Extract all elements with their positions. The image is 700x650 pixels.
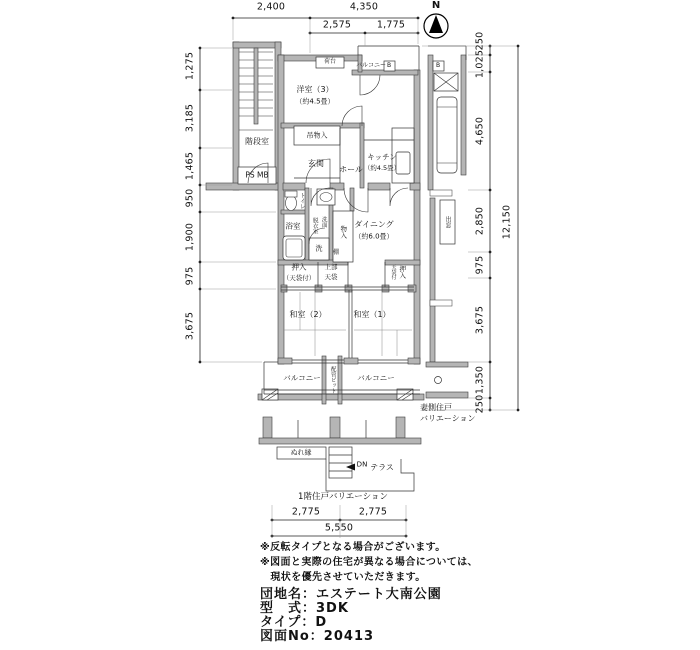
dim-bottom-1: 2,775 <box>291 506 321 518</box>
room-hall: ホール <box>339 165 363 174</box>
dim-right-8: 250 <box>474 394 486 414</box>
note-line1: ※反転タイプとなる場合がございます。 <box>260 542 446 553</box>
info-plan-type: タイプ：D <box>260 615 328 630</box>
first-floor-variation-label: 1階住戸バリエーション <box>298 491 388 502</box>
room-japanese1: 和室（1） <box>353 310 391 319</box>
dim-top-4: 1,775 <box>376 19 406 31</box>
washer-label: 洗 <box>315 244 323 253</box>
gable-variation-line2: バリエーション <box>420 414 476 423</box>
note-line3: 現状を優先させていただきます。 <box>260 572 426 583</box>
room-western3-size: （約4.5畳） <box>295 97 335 106</box>
room-stairwell: 階段室 <box>245 137 269 146</box>
info-drawing-no: 図面No：20413 <box>260 629 375 644</box>
closet-oshiire: 押入 <box>291 262 307 272</box>
dim-left-5: 1,900 <box>184 222 196 252</box>
marker-b1: B <box>386 62 392 69</box>
dim-right-total: 12,150 <box>501 204 513 240</box>
balcony-top-label: バルコニー <box>355 62 387 69</box>
dn-label: DN <box>356 460 368 469</box>
balcony-right-label: バルコニー <box>357 373 395 383</box>
room-toilet: トイレ <box>298 192 305 210</box>
room-western3: 洋室（3） <box>296 85 334 94</box>
marker-b2: B <box>435 62 441 69</box>
compass-icon <box>424 14 448 38</box>
upper-closet-2: 天袋 <box>324 272 338 281</box>
note-line2: ※図面と実際の住宅が異なる場合については、 <box>260 557 478 568</box>
dim-top-2: 4,350 <box>349 1 379 13</box>
closet-oshiire-note: （天袋付） <box>282 273 316 282</box>
dim-left-2: 3,185 <box>184 103 196 133</box>
gable-variation-line1: 妻側住戸 <box>420 403 452 412</box>
dim-left-4: 950 <box>184 188 196 208</box>
room-bath: 浴室 <box>285 221 301 231</box>
storage-label: 物入 <box>339 225 348 239</box>
room-ps-mb: PS MB <box>245 170 269 180</box>
dim-right-1: 250 <box>474 31 486 51</box>
balcony-left-label: バルコニー <box>283 373 321 383</box>
dim-left-1: 1,275 <box>184 51 196 81</box>
closet-oshiire-right-note: 天袋付 <box>390 264 397 280</box>
info-type: 型 式：3DK <box>260 601 349 616</box>
closet-oshiire-right: 押入 <box>398 265 407 279</box>
dim-left-7: 3,675 <box>184 311 196 341</box>
rack-label: 荷台 <box>323 58 337 65</box>
compass-north-label: N <box>431 0 441 11</box>
bay-window-label: 出窓 <box>444 216 451 228</box>
dim-right-4: 2,850 <box>474 206 486 236</box>
dim-left-3: 1,465 <box>184 151 196 181</box>
room-dressing: 脱衣室 <box>311 217 318 235</box>
dim-right-7: 1,350 <box>474 365 486 395</box>
dim-right-2: 1,025 <box>474 49 486 79</box>
dim-right-3: 4,650 <box>474 116 486 146</box>
upper-closet-1: 上部 <box>324 262 338 271</box>
dim-bottom-total: 5,550 <box>324 522 354 534</box>
room-kitchen-size: （約4.5畳） <box>363 163 401 172</box>
room-dining-size: （約6.0畳） <box>354 232 394 241</box>
veranda-label: ぬれ縁 <box>290 448 312 457</box>
room-kitchen: キッチン <box>367 152 397 162</box>
room-entrance: 玄関 <box>308 159 324 168</box>
terrace-label: テラス <box>370 463 394 472</box>
pipe-pit-label: 配管ピット <box>329 366 336 394</box>
shelf-label: 棚 <box>332 249 340 256</box>
room-dining: ダイニング <box>354 220 394 229</box>
dim-left-6: 975 <box>184 266 196 286</box>
room-washroom: 洗面 <box>320 216 327 228</box>
dim-right-5: 975 <box>474 255 486 275</box>
room-hanging-storage: 吊物入 <box>306 131 328 140</box>
dim-top-1: 2,400 <box>256 1 286 13</box>
room-japanese2: 和室（2） <box>289 310 327 319</box>
dim-right-6: 3,675 <box>474 305 486 335</box>
dim-bottom-2: 2,775 <box>358 506 388 518</box>
info-estate-name: 団地名：エステート大南公園 <box>260 587 442 602</box>
dim-top-3: 2,575 <box>322 19 352 31</box>
